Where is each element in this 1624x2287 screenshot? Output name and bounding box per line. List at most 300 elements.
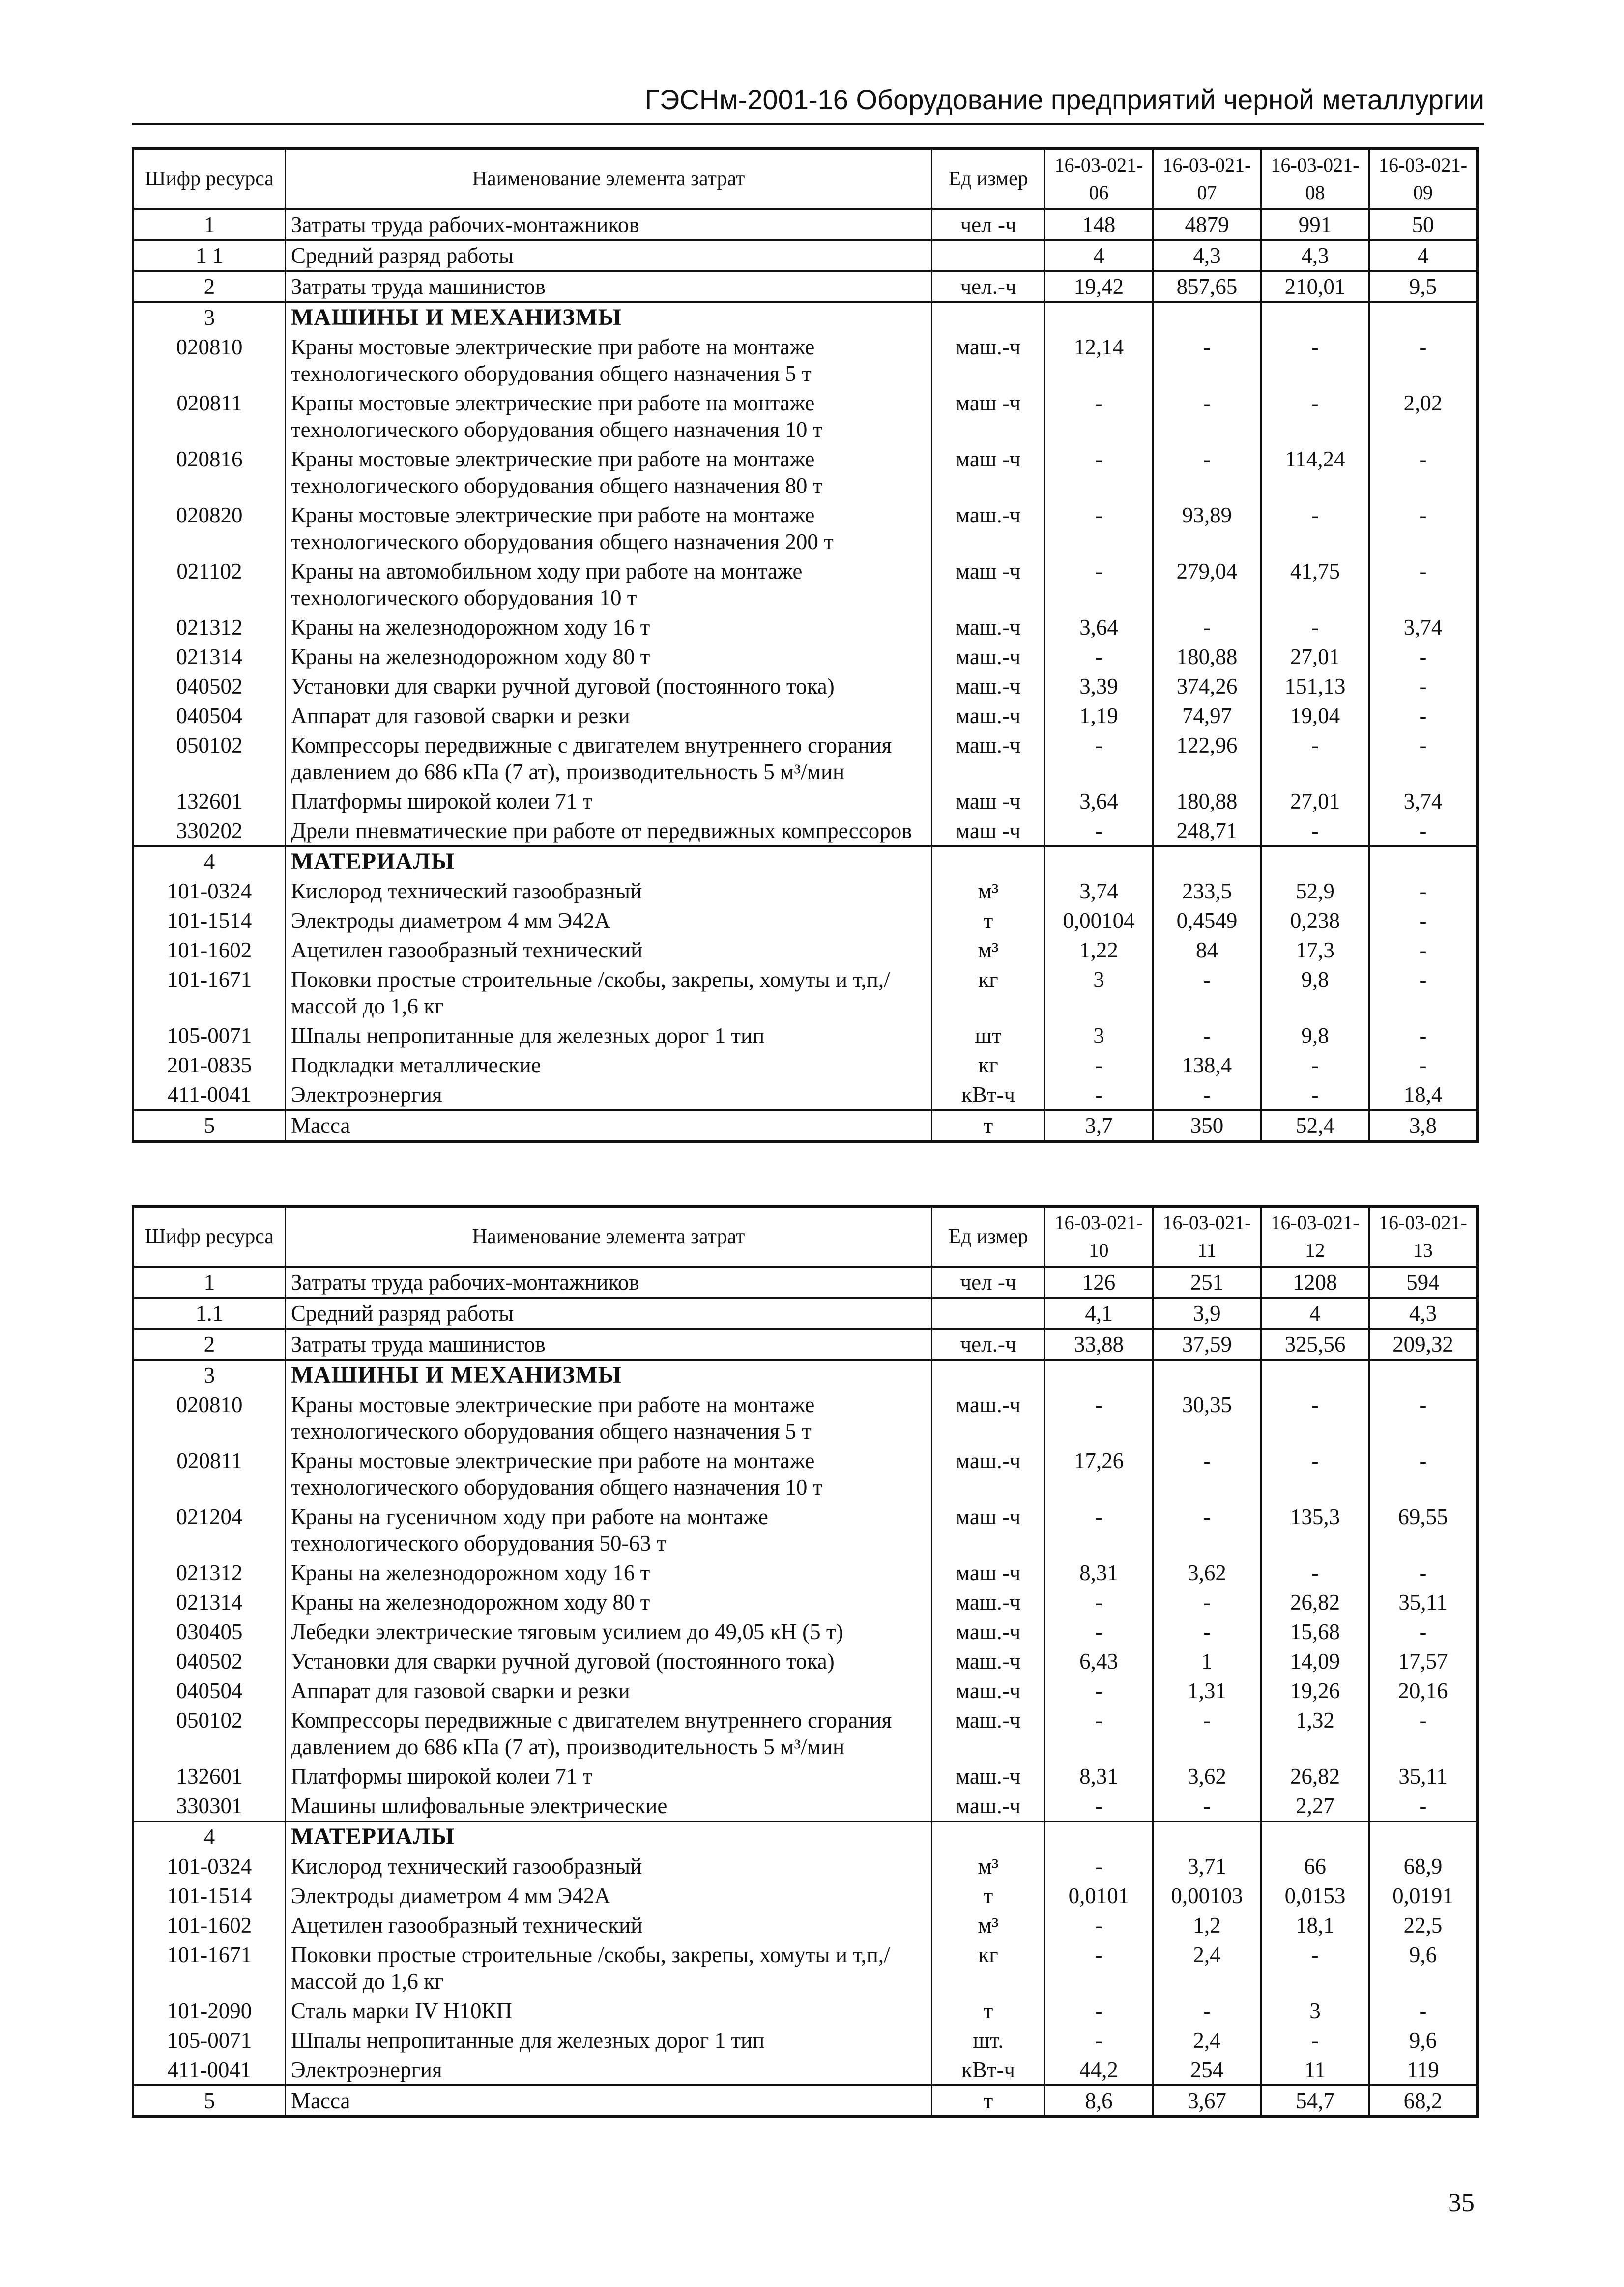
cost-element-name: Затраты труда рабочих-монтажников — [286, 1267, 932, 1298]
table-row — [133, 671, 1478, 701]
table-header-row — [133, 149, 1478, 209]
value-cell: 119 — [1369, 2055, 1478, 2085]
cost-element-name: Кислород технический газообразный — [286, 1852, 932, 1881]
resource-code: 021312 — [133, 612, 286, 642]
table-row — [133, 2026, 1478, 2055]
table-row — [133, 642, 1478, 671]
value-cell: 15,68 — [1261, 1617, 1369, 1647]
value-cell: 0,0191 — [1369, 1881, 1478, 1911]
table-row — [133, 1050, 1478, 1080]
value-cell: 11 — [1261, 2055, 1369, 2085]
resource-code: 101-1514 — [133, 906, 286, 935]
resource-code: 101-1602 — [133, 935, 286, 965]
table-row — [133, 1298, 1478, 1329]
value-cell — [1153, 1360, 1261, 1390]
value-cell: 3,64 — [1045, 786, 1153, 816]
value-cell: - — [1153, 1706, 1261, 1762]
value-cell: - — [1045, 1502, 1153, 1558]
table-row — [133, 2085, 1478, 2117]
resource-code: 021204 — [133, 1502, 286, 1558]
resource-code: 1 — [133, 209, 286, 240]
value-cell: - — [1153, 965, 1261, 1021]
value-cell: - — [1045, 1617, 1153, 1647]
section-row — [133, 1822, 1478, 1852]
cost-element-name: Масса — [286, 2085, 932, 2117]
table-row — [133, 1996, 1478, 2026]
value-cell: 9,6 — [1369, 1940, 1478, 1996]
value-cell: 12,14 — [1045, 332, 1153, 388]
value-cell: 3 — [1045, 965, 1153, 1021]
unit-cell: кг — [932, 1050, 1045, 1080]
cost-element-name: Масса — [286, 1110, 932, 1142]
value-cell: 74,97 — [1153, 701, 1261, 730]
cost-element-name: Поковки простые строительные /скобы, закрепы, хомуты и т,п,/ массой до 1,6 кг — [286, 1940, 932, 1996]
table-row — [133, 1676, 1478, 1706]
value-cell: - — [1153, 1791, 1261, 1822]
value-cell: - — [1369, 1996, 1478, 2026]
table-row — [133, 1762, 1478, 1791]
value-cell: - — [1369, 906, 1478, 935]
resource-code: 101-0324 — [133, 876, 286, 906]
value-cell: 4 — [1261, 1298, 1369, 1329]
table-row — [133, 1267, 1478, 1298]
value-cell — [1153, 846, 1261, 877]
value-cell: 248,71 — [1153, 816, 1261, 846]
table-row — [133, 1502, 1478, 1558]
value-cell — [1369, 846, 1478, 877]
resource-code: 101-2090 — [133, 1996, 286, 2026]
value-cell: 19,26 — [1261, 1676, 1369, 1706]
table-row — [133, 935, 1478, 965]
resource-code: 5 — [133, 2085, 286, 2117]
value-cell: - — [1369, 642, 1478, 671]
cost-element-name: Сталь марки IV Н10КП — [286, 1996, 932, 2026]
value-cell: 3,74 — [1045, 876, 1153, 906]
unit-cell — [932, 302, 1045, 333]
value-cell: - — [1045, 1791, 1153, 1822]
unit-cell: т — [932, 1110, 1045, 1142]
value-cell: 1,31 — [1153, 1676, 1261, 1706]
cost-element-name: Электроэнергия — [286, 1080, 932, 1110]
header-code: Шифр ресурса — [133, 1207, 286, 1267]
value-cell: 3,74 — [1369, 786, 1478, 816]
cost-element-name: Машины шлифовальные электрические — [286, 1791, 932, 1822]
value-cell: - — [1369, 1706, 1478, 1762]
value-cell: - — [1045, 1390, 1153, 1446]
unit-cell: маш.-ч — [932, 701, 1045, 730]
table-row — [133, 816, 1478, 846]
value-cell: - — [1369, 1021, 1478, 1050]
resource-code: 2 — [133, 1329, 286, 1360]
value-cell: 1,22 — [1045, 935, 1153, 965]
table-row — [133, 1558, 1478, 1588]
value-cell: 3 — [1045, 1021, 1153, 1050]
value-cell: 8,31 — [1045, 1762, 1153, 1791]
value-cell: 1,2 — [1153, 1911, 1261, 1940]
page-number: 35 — [1448, 2188, 1475, 2217]
unit-cell: маш.-ч — [932, 1647, 1045, 1676]
resource-code: 050102 — [133, 730, 286, 786]
resource-code: 2 — [133, 271, 286, 302]
value-cell: 3,74 — [1369, 612, 1478, 642]
table-row — [133, 786, 1478, 816]
cost-element-name: Лебедки электрические тяговым усилием до 49,05 кН (5 т) — [286, 1617, 932, 1647]
value-cell: - — [1045, 642, 1153, 671]
value-cell: 4 — [1369, 240, 1478, 271]
value-cell: 374,26 — [1153, 671, 1261, 701]
cost-element-name: Аппарат для газовой сварки и резки — [286, 1676, 932, 1706]
value-cell: 350 — [1153, 1110, 1261, 1142]
cost-element-name: Краны на автомобильном ходу при работе на монтаже технологического оборудования 10 т — [286, 556, 932, 612]
header-rule — [132, 123, 1484, 125]
value-cell: 122,96 — [1153, 730, 1261, 786]
unit-cell: маш.-ч — [932, 1791, 1045, 1822]
table-row — [133, 1329, 1478, 1360]
table-row — [133, 1617, 1478, 1647]
value-cell: - — [1045, 500, 1153, 556]
value-cell: 26,82 — [1261, 1588, 1369, 1617]
resource-code: 020811 — [133, 388, 286, 444]
value-cell: 3,64 — [1045, 612, 1153, 642]
value-cell: - — [1153, 1502, 1261, 1558]
value-cell: - — [1045, 2026, 1153, 2055]
resource-code: 330301 — [133, 1791, 286, 1822]
table-row — [133, 612, 1478, 642]
resource-code: 101-1671 — [133, 1940, 286, 1996]
value-cell: - — [1369, 1050, 1478, 1080]
cost-element-name: Краны мостовые электрические при работе на монтаже технологического оборудования общего назначения 10 т — [286, 388, 932, 444]
header-code: Шифр ресурса — [133, 149, 286, 209]
table-row — [133, 1021, 1478, 1050]
value-cell: 209,32 — [1369, 1329, 1478, 1360]
unit-cell: м³ — [932, 1852, 1045, 1881]
value-cell: - — [1045, 1676, 1153, 1706]
cost-element-name: Затраты труда машинистов — [286, 1329, 932, 1360]
cost-element-name: Шпалы непропитанные для железных дорог 1 тип — [286, 2026, 932, 2055]
unit-cell: маш.-ч — [932, 612, 1045, 642]
resource-code: 4 — [133, 846, 286, 877]
value-cell: 233,5 — [1153, 876, 1261, 906]
value-cell: - — [1153, 1588, 1261, 1617]
value-cell: - — [1153, 612, 1261, 642]
cost-element-name: Краны мостовые электрические при работе на монтаже технологического оборудования общего назначения 200 т — [286, 500, 932, 556]
value-cell: - — [1045, 1080, 1153, 1110]
header-name: Наименование элемента затрат — [286, 1207, 932, 1267]
value-cell: 33,88 — [1045, 1329, 1153, 1360]
value-cell: - — [1369, 965, 1478, 1021]
unit-cell: маш -ч — [932, 388, 1045, 444]
value-cell: 18,1 — [1261, 1911, 1369, 1940]
unit-cell: маш -ч — [932, 1502, 1045, 1558]
value-cell: 3,8 — [1369, 1110, 1478, 1142]
cost-element-name: Краны на железнодорожном ходу 16 т — [286, 612, 932, 642]
value-cell — [1261, 846, 1369, 877]
value-cell: 3,67 — [1153, 2085, 1261, 2117]
header-norm-code: 16-03-021-10 — [1045, 1207, 1153, 1267]
resource-code: 411-0041 — [133, 1080, 286, 1110]
table-row — [133, 388, 1478, 444]
cost-element-name: Краны на железнодорожном ходу 16 т — [286, 1558, 932, 1588]
unit-cell: кг — [932, 1940, 1045, 1996]
value-cell: 857,65 — [1153, 271, 1261, 302]
value-cell — [1369, 1360, 1478, 1390]
value-cell: 3,39 — [1045, 671, 1153, 701]
value-cell: 3,62 — [1153, 1558, 1261, 1588]
table-row — [133, 1791, 1478, 1822]
cost-element-name: Ацетилен газообразный технический — [286, 935, 932, 965]
value-cell: - — [1369, 500, 1478, 556]
norms-table-1 — [132, 147, 1479, 1143]
unit-cell: маш.-ч — [932, 332, 1045, 388]
resource-code: 021312 — [133, 1558, 286, 1588]
value-cell: - — [1153, 1021, 1261, 1050]
value-cell: - — [1369, 332, 1478, 388]
value-cell: - — [1261, 816, 1369, 846]
value-cell: - — [1261, 1390, 1369, 1446]
value-cell: - — [1261, 1080, 1369, 1110]
unit-cell: маш -ч — [932, 556, 1045, 612]
header-norm-code: 16-03-021-13 — [1369, 1207, 1478, 1267]
cost-element-name: Платформы широкой колеи 71 т — [286, 1762, 932, 1791]
value-cell — [1261, 302, 1369, 333]
value-cell: 18,4 — [1369, 1080, 1478, 1110]
unit-cell: т — [932, 906, 1045, 935]
value-cell: - — [1045, 1706, 1153, 1762]
value-cell: 54,7 — [1261, 2085, 1369, 2117]
value-cell: 17,26 — [1045, 1446, 1153, 1502]
value-cell — [1153, 302, 1261, 333]
unit-cell: чел -ч — [932, 209, 1045, 240]
value-cell: 19,42 — [1045, 271, 1153, 302]
value-cell: 4,3 — [1153, 240, 1261, 271]
value-cell: 44,2 — [1045, 2055, 1153, 2085]
table-row — [133, 1588, 1478, 1617]
resource-code: 201-0835 — [133, 1050, 286, 1080]
resource-code: 020810 — [133, 1390, 286, 1446]
unit-cell: маш -ч — [932, 1558, 1045, 1588]
value-cell: 1,19 — [1045, 701, 1153, 730]
unit-cell — [932, 240, 1045, 271]
resource-code: 050102 — [133, 1706, 286, 1762]
cost-element-name: Поковки простые строительные /скобы, закрепы, хомуты и т,п,/ массой до 1,6 кг — [286, 965, 932, 1021]
value-cell: - — [1261, 2026, 1369, 2055]
value-cell: 151,13 — [1261, 671, 1369, 701]
section-title: МАШИНЫ И МЕХАНИЗМЫ — [286, 1360, 932, 1390]
value-cell: 35,11 — [1369, 1762, 1478, 1791]
value-cell: 26,82 — [1261, 1762, 1369, 1791]
value-cell: 138,4 — [1153, 1050, 1261, 1080]
unit-cell: маш.-ч — [932, 1390, 1045, 1446]
value-cell: 2,4 — [1153, 2026, 1261, 2055]
value-cell: 1 — [1153, 1647, 1261, 1676]
value-cell: - — [1045, 388, 1153, 444]
value-cell: 20,16 — [1369, 1676, 1478, 1706]
value-cell: 180,88 — [1153, 642, 1261, 671]
value-cell: 251 — [1153, 1267, 1261, 1298]
table-row — [133, 1080, 1478, 1110]
resource-code: 020810 — [133, 332, 286, 388]
unit-cell — [932, 1822, 1045, 1852]
value-cell: 4879 — [1153, 209, 1261, 240]
resource-code: 132601 — [133, 1762, 286, 1791]
value-cell: 4,1 — [1045, 1298, 1153, 1329]
value-cell: - — [1045, 444, 1153, 500]
table-row — [133, 730, 1478, 786]
value-cell — [1045, 1360, 1153, 1390]
value-cell: - — [1261, 730, 1369, 786]
section-title: МАТЕРИАЛЫ — [286, 846, 932, 877]
resource-code: 101-1671 — [133, 965, 286, 1021]
value-cell: - — [1153, 1996, 1261, 2026]
cost-element-name: Краны на гусеничном ходу при работе на монтаже технологического оборудования 50-63 т — [286, 1502, 932, 1558]
unit-cell: т — [932, 2085, 1045, 2117]
value-cell: - — [1153, 444, 1261, 500]
table-header-row — [133, 1207, 1478, 1267]
value-cell: - — [1045, 1911, 1153, 1940]
value-cell: - — [1153, 332, 1261, 388]
header-norm-code: 16-03-021-12 — [1261, 1207, 1369, 1267]
value-cell: 4,3 — [1261, 240, 1369, 271]
resource-code: 105-0071 — [133, 2026, 286, 2055]
value-cell: 84 — [1153, 935, 1261, 965]
value-cell: 9,5 — [1369, 271, 1478, 302]
value-cell: 148 — [1045, 209, 1153, 240]
table-row — [133, 876, 1478, 906]
cost-element-name: Краны мостовые электрические при работе на монтаже технологического оборудования общего назначения 10 т — [286, 1446, 932, 1502]
value-cell: - — [1369, 1791, 1478, 1822]
value-cell: 3,7 — [1045, 1110, 1153, 1142]
unit-cell: маш.-ч — [932, 1588, 1045, 1617]
unit-cell: чел -ч — [932, 1267, 1045, 1298]
header-norm-code: 16-03-021-07 — [1153, 149, 1261, 209]
value-cell: - — [1369, 1390, 1478, 1446]
resource-code: 021314 — [133, 1588, 286, 1617]
unit-cell: маш -ч — [932, 444, 1045, 500]
unit-cell: кг — [932, 965, 1045, 1021]
resource-code: 040502 — [133, 671, 286, 701]
value-cell: 135,3 — [1261, 1502, 1369, 1558]
section-row — [133, 1360, 1478, 1390]
header-unit: Ед измер — [932, 149, 1045, 209]
value-cell: 6,43 — [1045, 1647, 1153, 1676]
header-norm-code: 16-03-021-08 — [1261, 149, 1369, 209]
cost-element-name: Электроды диаметром 4 мм Э42А — [286, 1881, 932, 1911]
value-cell: 37,59 — [1153, 1329, 1261, 1360]
resource-code: 021314 — [133, 642, 286, 671]
section-title: МАШИНЫ И МЕХАНИЗМЫ — [286, 302, 932, 333]
unit-cell: маш.-ч — [932, 1706, 1045, 1762]
resource-code: 1 1 — [133, 240, 286, 271]
value-cell: 2,02 — [1369, 388, 1478, 444]
value-cell: 0,00104 — [1045, 906, 1153, 935]
value-cell: 1208 — [1261, 1267, 1369, 1298]
value-cell: 4 — [1045, 240, 1153, 271]
value-cell: 27,01 — [1261, 786, 1369, 816]
cost-element-name: Установки для сварки ручной дуговой (постоянного тока) — [286, 671, 932, 701]
unit-cell: маш.-ч — [932, 642, 1045, 671]
resource-code: 105-0071 — [133, 1021, 286, 1050]
value-cell: - — [1045, 816, 1153, 846]
value-cell: 325,56 — [1261, 1329, 1369, 1360]
value-cell — [1369, 302, 1478, 333]
value-cell — [1261, 1822, 1369, 1852]
value-cell: 50 — [1369, 209, 1478, 240]
resource-code: 411-0041 — [133, 2055, 286, 2085]
value-cell: 9,8 — [1261, 965, 1369, 1021]
resource-code: 101-0324 — [133, 1852, 286, 1881]
unit-cell — [932, 1360, 1045, 1390]
cost-element-name: Краны мостовые электрические при работе на монтаже технологического оборудования общего назначения 5 т — [286, 1390, 932, 1446]
unit-cell: маш -ч — [932, 786, 1045, 816]
section-title: МАТЕРИАЛЫ — [286, 1822, 932, 1852]
cost-element-name: Подкладки металлические — [286, 1050, 932, 1080]
value-cell: 180,88 — [1153, 786, 1261, 816]
value-cell: 3,71 — [1153, 1852, 1261, 1881]
table-row — [133, 1647, 1478, 1676]
value-cell: - — [1261, 500, 1369, 556]
value-cell: 114,24 — [1261, 444, 1369, 500]
value-cell: 52,4 — [1261, 1110, 1369, 1142]
value-cell — [1045, 1822, 1153, 1852]
unit-cell: чел.-ч — [932, 1329, 1045, 1360]
unit-cell: т — [932, 1996, 1045, 2026]
value-cell: 8,31 — [1045, 1558, 1153, 1588]
table-row — [133, 444, 1478, 500]
resource-code: 021102 — [133, 556, 286, 612]
value-cell: 2,4 — [1153, 1940, 1261, 1996]
table-row — [133, 500, 1478, 556]
value-cell: 126 — [1045, 1267, 1153, 1298]
value-cell: 8,6 — [1045, 2085, 1153, 2117]
resource-code: 020820 — [133, 500, 286, 556]
value-cell: 3 — [1261, 1996, 1369, 2026]
value-cell: 27,01 — [1261, 642, 1369, 671]
value-cell: 594 — [1369, 1267, 1478, 1298]
value-cell: 52,9 — [1261, 876, 1369, 906]
resource-code: 101-1514 — [133, 1881, 286, 1911]
value-cell: - — [1261, 1558, 1369, 1588]
value-cell: 1,32 — [1261, 1706, 1369, 1762]
cost-element-name: Электроэнергия — [286, 2055, 932, 2085]
value-cell: 0,238 — [1261, 906, 1369, 935]
table-row — [133, 209, 1478, 240]
cost-element-name: Аппарат для газовой сварки и резки — [286, 701, 932, 730]
value-cell: 41,75 — [1261, 556, 1369, 612]
value-cell: - — [1045, 1940, 1153, 1996]
value-cell: 9,8 — [1261, 1021, 1369, 1050]
unit-cell: маш.-ч — [932, 730, 1045, 786]
resource-code: 1 — [133, 1267, 286, 1298]
value-cell: - — [1369, 935, 1478, 965]
value-cell — [1045, 302, 1153, 333]
value-cell: - — [1369, 444, 1478, 500]
resource-code: 030405 — [133, 1617, 286, 1647]
resource-code: 3 — [133, 302, 286, 333]
value-cell: 0,4549 — [1153, 906, 1261, 935]
resource-code: 020811 — [133, 1446, 286, 1502]
value-cell: - — [1153, 388, 1261, 444]
value-cell: - — [1153, 1446, 1261, 1502]
cost-element-name: Средний разряд работы — [286, 240, 932, 271]
unit-cell: маш.-ч — [932, 1446, 1045, 1502]
table-row — [133, 332, 1478, 388]
unit-cell: шт. — [932, 2026, 1045, 2055]
header-unit: Ед измер — [932, 1207, 1045, 1267]
value-cell: 279,04 — [1153, 556, 1261, 612]
unit-cell: шт — [932, 1021, 1045, 1050]
value-cell: 210,01 — [1261, 271, 1369, 302]
value-cell: 0,00103 — [1153, 1881, 1261, 1911]
